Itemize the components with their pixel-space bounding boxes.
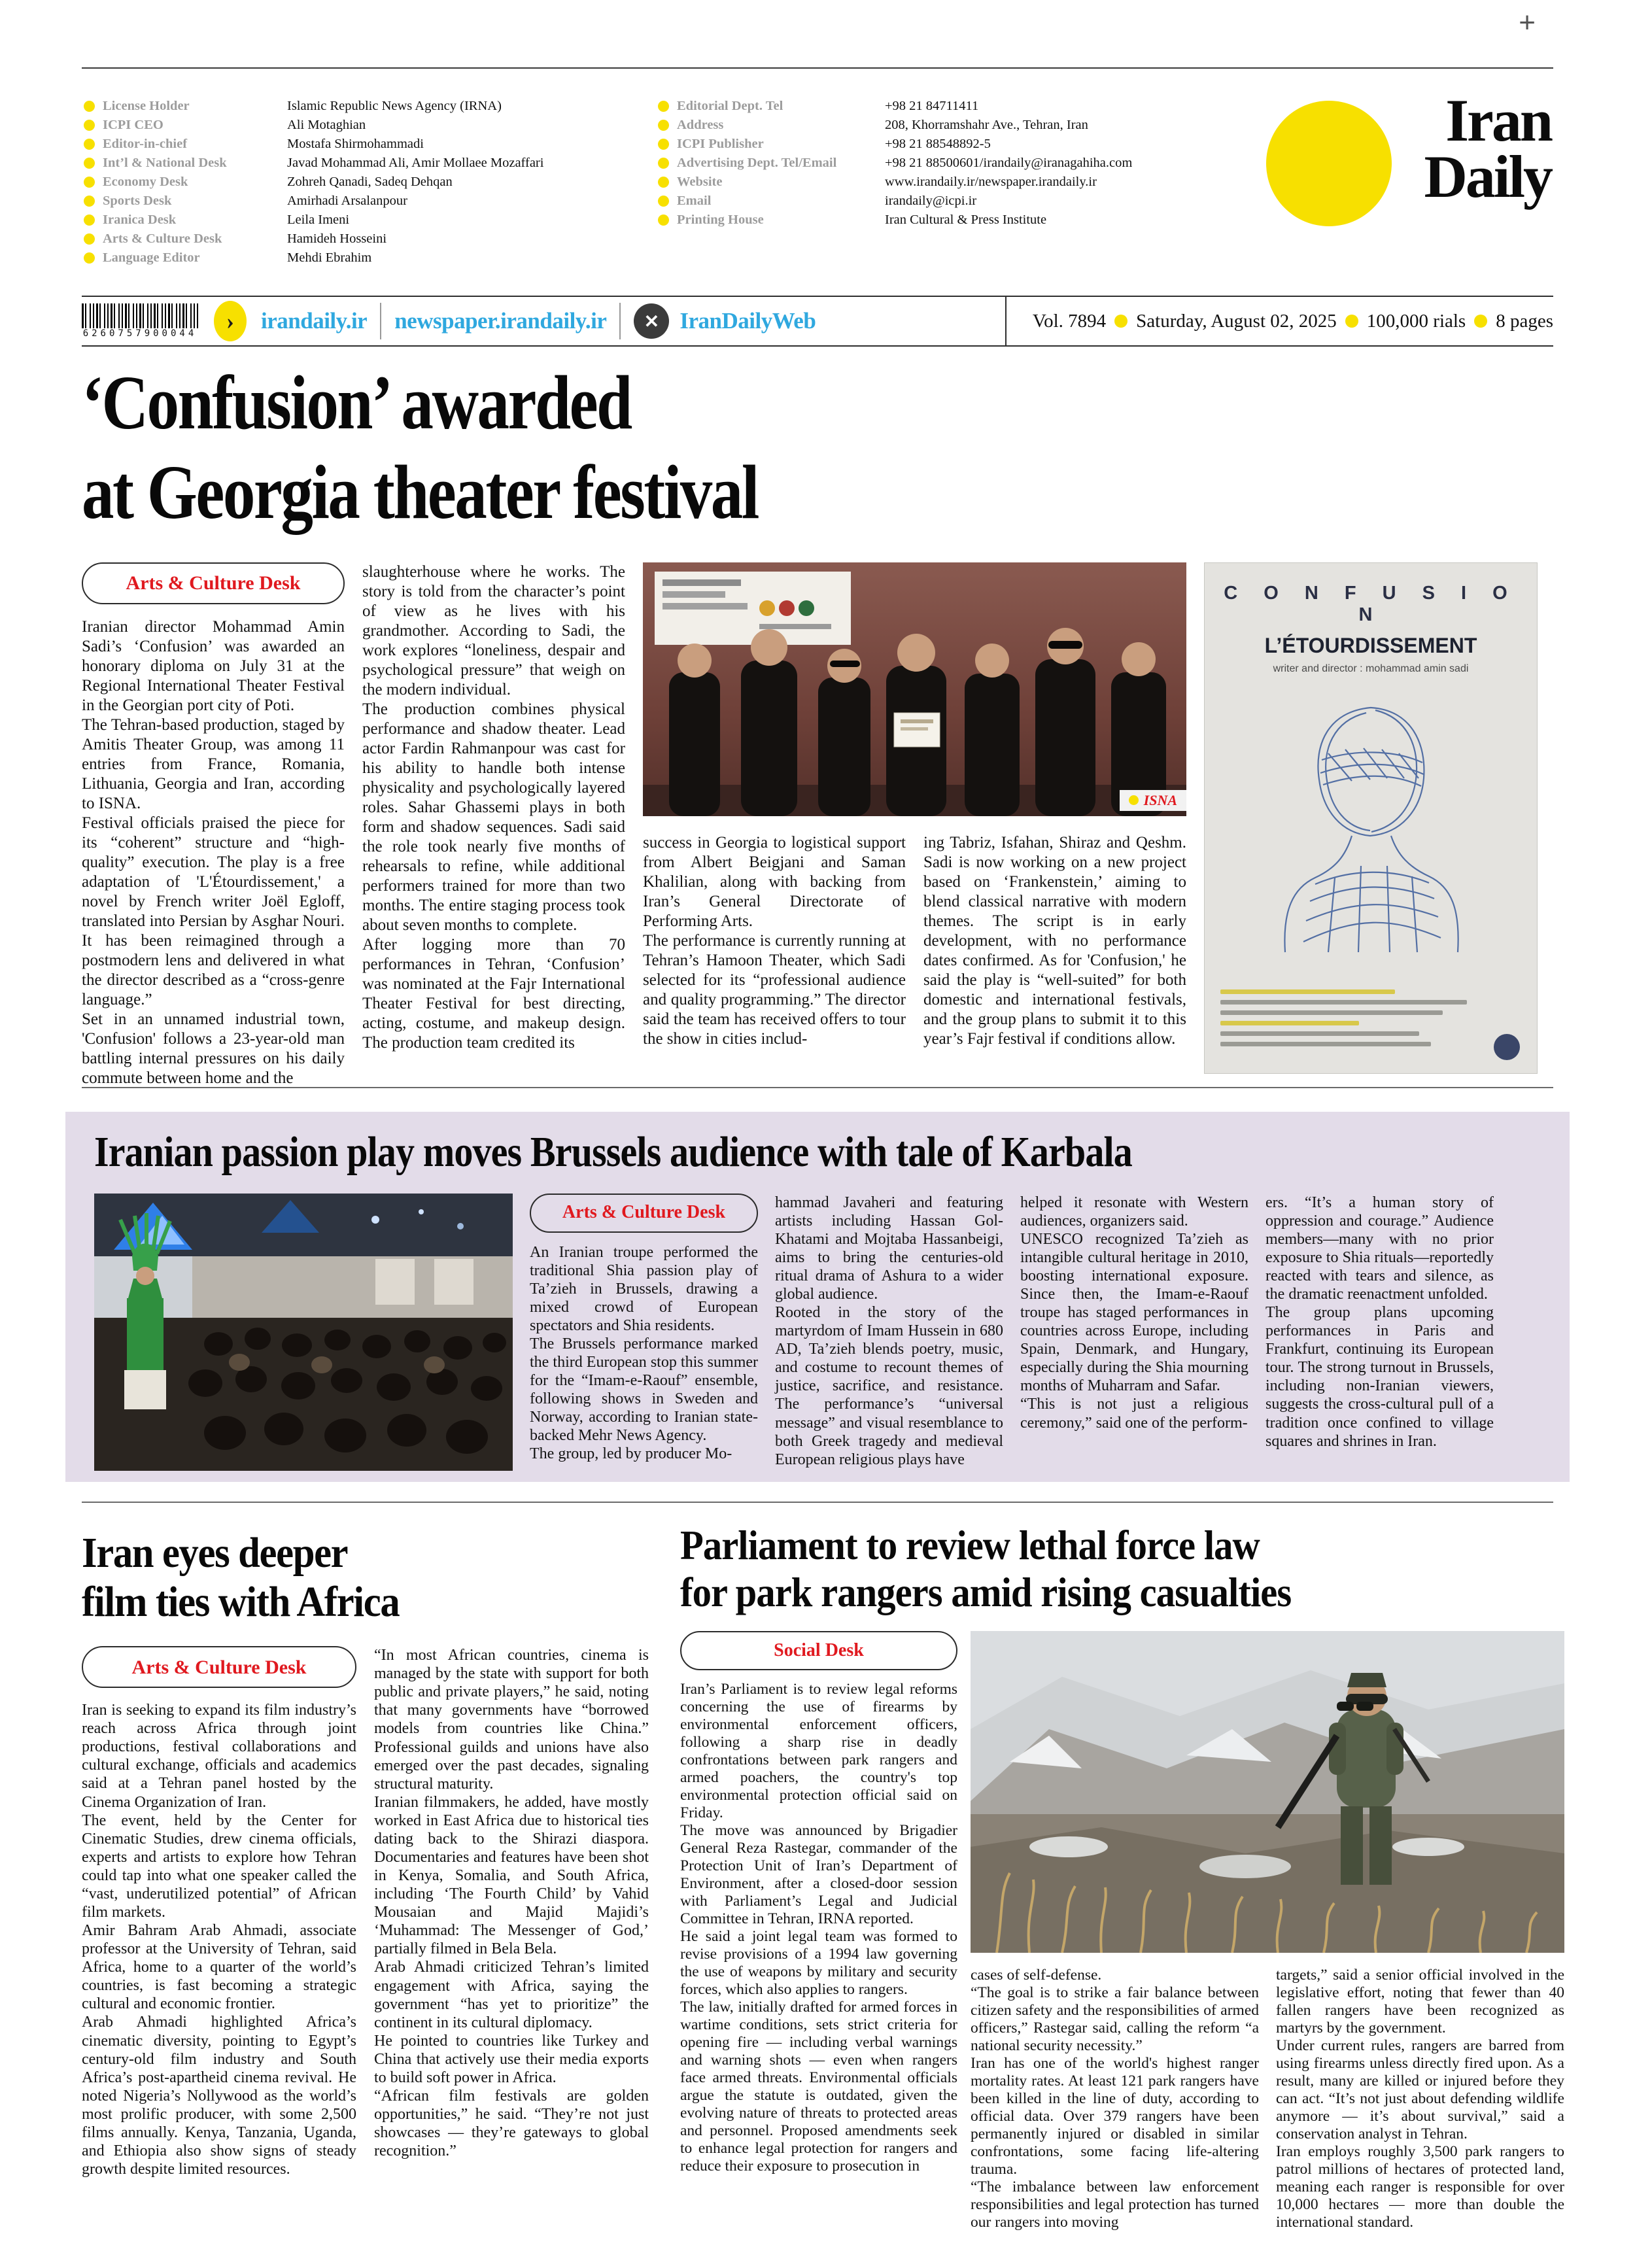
stage-award-photo	[643, 562, 1186, 816]
masthead-label: Email	[677, 194, 712, 208]
bullet-icon	[84, 233, 95, 245]
credit-bar	[1220, 1021, 1359, 1025]
paragraph: He said a joint legal team was formed to revise provisions of a 1994 law governing the use of weapons by military and security forces, which also applies to rangers.	[680, 1927, 957, 1998]
paragraph: “The imbalance between law enforcement responsibilities and legal protection has turned our rangers into moving	[971, 2178, 1259, 2231]
divider	[619, 303, 621, 339]
paragraph: success in Georgia to logistical support from Albert Beigjani and Saman Khalilian, along with backing from Iran’s General Directorate of Performing Arts.	[643, 833, 906, 930]
paragraph: Iranian filmmakers, he added, have mostly worked in East Africa due to historical ties dating back to the Shirazi diaspora. Documentaries and features have been shot in Kenya, Somalia, and South Africa, including ‘The Fourth Child’ by Vahid Mousaian and Majid Majidi’s ‘Muhammad: The Messenger of God,’ partially filmed in Bela Bela.	[374, 1793, 649, 1958]
headline-line1: ‘Confusion’ awarded	[82, 360, 631, 445]
masthead-value: Iran Cultural & Press Institute	[885, 213, 1047, 227]
photo-credit-name: ISNA	[1143, 791, 1177, 808]
article-rangers	[680, 1522, 1564, 2268]
masthead-label: Language Editor	[103, 250, 200, 265]
masthead-row	[658, 97, 1233, 116]
masthead-label: Advertising Dept. Tel/Email	[677, 156, 837, 170]
masthead-value: irandaily@icpi.ir	[885, 194, 977, 208]
paragraph: Rooted in the story of the martyrdom of Imam Hussein in 680 AD, Ta’zieh blends poetry, music, and costume to recount themes of justice, sacrifice, and resistance. The performance’s “universal message” and visual resemblance to both Greek tragedy and medieval European religious plays have	[775, 1304, 1003, 1468]
paragraph: The event, held by the Center for Cinematic Studies, drew cinema officials, experts and artists to explore how Tehran could tap into what one speaker called the “vast, underutilized potential” of African film markets.	[82, 1812, 356, 1921]
article-karbala	[65, 1112, 1570, 1482]
desk-badge: Arts & Culture Desk	[82, 562, 345, 604]
masthead-label: Sports Desk	[103, 194, 172, 208]
masthead-row	[84, 211, 641, 230]
issue-info-item: 100,000 rials	[1366, 310, 1466, 332]
logo-line1: Iran	[1445, 87, 1551, 154]
paragraph: An Iranian troupe performed the traditional Shia passion play of Ta’zieh in Brussels, drawing a mixed crowd of European spectators and Shia residents.	[530, 1243, 758, 1334]
poster-sketch-illustration	[1230, 681, 1511, 963]
article-rangers-headline	[680, 1522, 1502, 1617]
masthead-label: Iranica Desk	[103, 213, 177, 227]
section-divider	[82, 1502, 1553, 1503]
logo-line2: Daily	[1424, 143, 1551, 210]
newspaper-link[interactable]: newspaper.irandaily.ir	[394, 308, 607, 334]
paragraph: The group plans upcoming performances in Paris and Frankfurt, continuing its European tour. The strong turnout in Brussels, including non-Iranian viewers, suggests the cross-cultural pull of a tradition once confined to village squares and shrines in Iran.	[1265, 1304, 1494, 1450]
masthead-value: Mostafa Shirmohammadi	[287, 137, 424, 151]
masthead-row	[658, 154, 1233, 173]
headline-line2: for park rangers amid rising casualties	[680, 1569, 1292, 1615]
paragraph: ing Tabriz, Isfahan, Shiraz and Qeshm. Sadi is now working on a new project based on ‘Frankenstein,’ aiming to blend classical narrative with modern themes. The script is in early development, with no performance dates confirmed. As for 'Confusion,' he said the play is “well-suited” for both domestic and international festivals, and the group plans to submit it to this year’s Fajr festival if conditions allow.	[923, 833, 1186, 1048]
masthead-row	[658, 192, 1233, 211]
paragraph: targets,” said a senior official involved in the legislative effort, noting that fewer than 40 fallen rangers have been recognized as martyrs by the government.	[1276, 1966, 1564, 2036]
desk-badge: Arts & Culture Desk	[82, 1646, 356, 1688]
column-2	[374, 1646, 649, 2201]
masthead-label: ICPI CEO	[103, 118, 164, 132]
bullet-icon	[84, 158, 95, 169]
masthead-row	[84, 192, 641, 211]
x-social-icon[interactable]: ✕	[634, 303, 669, 339]
barcode-stripes-icon	[82, 303, 198, 328]
masthead-row	[84, 230, 641, 249]
column-2	[971, 1967, 1259, 2268]
article-confusion-body	[82, 562, 1553, 1091]
poster-title: C O N F U S I O N	[1224, 582, 1518, 625]
masthead-row	[658, 211, 1233, 230]
iran-daily-logo	[1264, 87, 1551, 260]
bullet-icon	[658, 120, 669, 131]
masthead-value: Zohreh Qanadi, Sadeq Dehqan	[287, 175, 453, 189]
x-handle-link[interactable]: IranDailyWeb	[680, 308, 816, 334]
paragraph: “In most African countries, cinema is managed by the state with support for both public and private players,” he said, noting that many governments have “borrowed models from countries like China.” Professional guilds and unions have also emerged over the past decades, signaling structural maturity.	[374, 1647, 649, 1793]
column-1	[82, 562, 345, 1091]
paragraph: hammad Javaheri and featuring artists including Hassan Gol-Khatami and Mojtaba Hassanbeigi, aims to bring the centuries-old ritual drama of Ashura to a wider global audience.	[775, 1194, 1003, 1303]
issue-info	[1005, 297, 1553, 345]
paragraph: The performance is currently running at Tehran’s Hamoon Theater, which Sadi selected for its “professional audience and quality programming.” The director said the team has received offers to tour the show in cities includ-	[643, 931, 906, 1048]
bullet-icon	[1114, 315, 1127, 328]
column-1	[82, 1646, 356, 2201]
masthead-row	[84, 154, 641, 173]
column-text	[680, 1681, 957, 2175]
masthead-value: +98 21 84711411	[885, 99, 979, 113]
article-rangers-body	[680, 1631, 1564, 2268]
paragraph: Iran employs roughly 3,500 park rangers to patrol millions of hectares of protected land, meaning each ranger is responsible for over 10,000 hectares — more than double the international standard.	[1276, 2142, 1564, 2231]
masthead-label: ICPI Publisher	[677, 137, 764, 151]
masthead-row	[84, 97, 641, 116]
poster-logo-icon	[1494, 1034, 1520, 1060]
credit-bar	[1220, 1000, 1467, 1005]
bullet-icon	[84, 120, 95, 131]
headline-line2: film ties with Africa	[82, 1577, 400, 1626]
poster-byline: writer and director : mohammad amin sadi	[1273, 662, 1469, 674]
column-text	[82, 617, 345, 1088]
paragraph: The move was announced by Brigadier General Reza Rastegar, commander of the Protection Unit of Iran’s Department of Environment, after a closed-door session with Parliament’s Legal and Judicial Committee in Tehran, IRNA reported.	[680, 1821, 957, 1927]
masthead-label: Website	[677, 175, 723, 189]
article-confusion	[82, 358, 1553, 1091]
masthead-value: Javad Mohammad Ali, Amir Mollaee Mozaffari	[287, 156, 544, 170]
masthead-value: 208, Khorramshahr Ave., Tehran, Iran	[885, 118, 1088, 132]
masthead-value: Ali Motaghian	[287, 118, 366, 132]
bullet-icon	[84, 196, 95, 207]
column-3	[1276, 1967, 1564, 2268]
paragraph: The law, initially drafted for armed forces in wartime conditions, sets strict criteria for opening fire — including verbal warnings and warning shots — even when rangers face armed threats. Environmental officials argue the statute is outdated, given the evolving nature of threats to protected areas and personnel. Proposed amendments seek to enhance legal protection for rangers and reduce their exposure to prosecution in	[680, 1998, 957, 2175]
bullet-icon	[658, 158, 669, 169]
bullet-icon	[658, 139, 669, 150]
bullet-icon	[658, 196, 669, 207]
article-karbala-body	[94, 1194, 1541, 1473]
bullet-icon	[1129, 795, 1139, 805]
article-africa	[82, 1529, 649, 2201]
masthead-row	[658, 135, 1233, 154]
headline-line1: Parliament to review lethal force law	[680, 1522, 1260, 1568]
column-3	[1020, 1194, 1248, 1473]
masthead-row	[658, 173, 1233, 192]
masthead-row	[658, 116, 1233, 135]
stage-photo-illustration	[643, 562, 1186, 816]
paragraph: cases of self-defense.	[971, 1966, 1102, 1984]
paragraph: “This is not just a religious ceremony,” said one of the perform-	[1020, 1396, 1248, 1432]
paragraph: Arab Ahmadi highlighted Africa’s cinematic diversity, pointing to Egypt’s century-old film industry and South Africa’s post-apartheid cinema revival. He noted Nigeria’s Nollywood as the world’s most prolific producer, with some 2,500 films annually. Kenya, Tanzania, Uganda, and Ethiopia also show signs of steady growth despite limited resources.	[82, 2014, 356, 2178]
column-2	[775, 1194, 1003, 1473]
column-2	[362, 562, 625, 1091]
paragraph: Set in an unnamed industrial town, 'Confusion' follows a 23-year-old man battling internal pressures on his daily commute between home and the	[82, 1010, 345, 1087]
paragraph: slaughterhouse where he works. The story is told from the character’s point of view as he lives with his grandmother. According to Sadi, the work explores “loneliness, despair and psychological pressure” that weigh on the modern individual.	[362, 562, 625, 698]
article-karbala-headline: Iranian passion play moves Brussels audience with tale of Karbala	[94, 1128, 1132, 1176]
paragraph: The Brussels performance marked the third European stop this summer for the “Imam-e-Raouf” ensemble, following shows in Sweden and Norway, according to Iranian state-backed Mehr News Agency.	[530, 1335, 758, 1445]
credit-bar	[1220, 989, 1395, 994]
bullet-icon	[658, 101, 669, 112]
paragraph: UNESCO recognized Ta’zieh as intangible cultural heritage in 2010, boosting international exposure. Since then, the Imam-e-Raouf troupe has staged performances in countries across Europe, including Spain, Denmark, and Hungary, especially during the Shia mourning months of Muharram and Safar.	[1020, 1230, 1248, 1395]
masthead-value: Islamic Republic News Agency (IRNA)	[287, 99, 502, 113]
paragraph: “African film festivals are golden opportunities,” he said. “They’re not just showcases — they’re gateways to global recognition.”	[374, 2088, 649, 2160]
masthead-label: Arts & Culture Desk	[103, 232, 222, 246]
masthead-label: Economy Desk	[103, 175, 188, 189]
park-ranger-photo	[971, 1631, 1564, 1953]
paragraph: Iran’s Parliament is to review legal reforms concerning the use of firearms by environmental enforcement officers, following a sharp rise in deadly confrontations between park rangers and armed poachers, the country's top environmental protection official said on Friday.	[680, 1680, 957, 1821]
article-africa-headline	[82, 1529, 604, 1626]
paragraph: “The goal is to strike a fair balance between citizen safety and the responsibilities of armed officers,” Rastegar said, calling the reform “a national security necessity.”	[971, 1984, 1259, 2054]
masthead-row	[84, 116, 641, 135]
issue-info-item: 8 pages	[1496, 310, 1553, 332]
issue-info-item: Saturday, August 02, 2025	[1136, 310, 1337, 332]
headline-line2: at Georgia theater festival	[82, 449, 758, 535]
masthead-value: Hamideh Hosseini	[287, 232, 387, 246]
paragraph: The production combines physical performance and shadow theater. Lead actor Fardin Rahmanpour was cast for his ability to handle both intense physicality and psychologically layered roles. Sahar Ghassemi plays in both form and shadow sequences. Sadi said the role took nearly five months of rehearsals to refine, while additional performers trained for more than two months. The entire staging process took about seven months to complete.	[362, 700, 625, 934]
paragraph: He pointed to countries like Turkey and China that actively use their media exports to build soft power in Africa.	[374, 2032, 649, 2086]
confusion-poster	[1204, 562, 1538, 1074]
masthead-row	[84, 135, 641, 154]
credit-bar	[1220, 1010, 1443, 1015]
paragraph: Arab Ahmadi criticized Tehran’s limited engagement with Africa, saying the government “has yet to prioritize” the continent in its cultural diplomacy.	[374, 1959, 649, 2031]
masthead-contact-list	[658, 97, 1233, 230]
masthead-row	[84, 173, 641, 192]
rangers-lower-columns	[971, 1967, 1564, 2268]
rangers-photo-and-columns	[971, 1631, 1564, 2268]
paragraph: After logging more than 70 performances in Tehran, ‘Confusion’ was nominated at the Fajr International Theater Festival for best directing, acting, costume, and makeup design. The production team credited its	[362, 935, 625, 1052]
bullet-icon	[84, 139, 95, 150]
dateline-bar	[82, 296, 1553, 347]
column-1	[530, 1194, 758, 1473]
bullet-icon	[1345, 315, 1358, 328]
masthead-value: Amirhadi Arsalanpour	[287, 194, 407, 208]
paragraph: Iran is seeking to expand its film industry’s reach across Africa through joint productions, festival collaborations and cultural exchange, officials and academics said at a Tehran panel hosted by the Cinema Organization of Iran.	[82, 1702, 356, 1811]
paragraph: Festival officials praised the piece for its “coherent” structure and “high-quality” execution. The play is a free adaptation of 'L'Étourdissement,' a novel by French writer Joël Egloff, translated into Persian by Asghar Nouri. It has been reimagined through a postmodern lens and delivered in what the director described as a “cross-genre language.”	[82, 814, 345, 1008]
top-rule	[82, 67, 1553, 69]
bullet-icon	[84, 215, 95, 226]
masthead-label: License Holder	[103, 99, 190, 113]
paragraph: Amir Bahram Arab Ahmadi, associate professor at the University of Tehran, said Africa, home to a quarter of the world’s countries, is fast becoming a strategic cultural and economic frontier.	[82, 1922, 356, 2013]
issue-info-item: Vol. 7894	[1032, 310, 1107, 332]
masthead-value: +98 21 88500601/irandaily@iranagahiha.com	[885, 156, 1133, 170]
bullet-icon	[658, 177, 669, 188]
credit-bar	[1220, 1031, 1419, 1036]
desk-badge: Arts & Culture Desk	[530, 1194, 758, 1233]
divider	[380, 303, 381, 339]
photo-credit	[1120, 790, 1186, 811]
desk-badge: Social Desk	[680, 1631, 957, 1670]
barcode-number: 6260757900044	[82, 328, 198, 339]
masthead-value: www.irandaily.ir/newspaper.irandaily.ir	[885, 175, 1097, 189]
masthead-staff-list	[84, 97, 641, 267]
masthead-row	[84, 249, 641, 267]
bullet-icon	[84, 252, 95, 264]
headline-line1: Iran eyes deeper	[82, 1529, 348, 1577]
masthead-value: Leila Imeni	[287, 213, 350, 227]
masthead-value: Mehdi Ebrahim	[287, 250, 372, 265]
barcode	[82, 303, 198, 339]
paragraph: Under current rules, rangers are barred from using firearms unless directly fired upon. As a result, many are killed or injured before they can act. “It’s not just about defending wildlife anymore — it’s about survival,” said a conservation analyst in Tehran.	[1276, 2036, 1564, 2142]
article-confusion-headline	[82, 358, 1318, 538]
paragraph: helped it resonate with Western audiences, organizers said.	[1020, 1194, 1248, 1229]
paragraph: The Tehran-based production, staged by Amitis Theater Group, was among 11 entries from France, Romania, Lithuania, Georgia and Iran, according to ISNA.	[82, 715, 345, 812]
credit-bar	[1220, 1042, 1431, 1046]
bullet-icon	[84, 101, 95, 112]
arrow-badge-icon: ›	[214, 301, 247, 341]
bullet-icon	[84, 177, 95, 188]
masthead-label: Int’l & National Desk	[103, 156, 227, 170]
masthead-label: Address	[677, 118, 724, 132]
section-divider	[82, 1087, 1553, 1088]
masthead-label: Editorial Dept. Tel	[677, 99, 783, 113]
column-text	[530, 1243, 758, 1464]
paragraph: ers. “It’s a human story of oppression and courage.” Audience members—many with no prior exposure to Shia rituals—reportedly reacted with tears and silence, as the dramatic reenactment unfolded.	[1265, 1194, 1494, 1303]
tazieh-audience-photo	[94, 1194, 513, 1471]
column-text	[82, 1701, 356, 2178]
plus-mark: +	[1519, 7, 1536, 39]
poster-subtitle: L’ÉTOURDISSEMENT	[1264, 633, 1477, 657]
paragraph: The group, led by producer Mo-	[530, 1445, 732, 1463]
bullet-icon	[658, 215, 669, 226]
website-link[interactable]: irandaily.ir	[261, 308, 368, 334]
paragraph: Iranian director Mohammad Amin Sadi’s ‘Confusion’ was awarded an honorary diploma on July 31 at the Regional International Theater Festival in the Georgian port city of Poti.	[82, 617, 345, 714]
column-1	[680, 1631, 957, 2268]
paragraph: Iran has one of the world's highest ranger mortality rates. At least 121 park rangers have been killed in the line of duty, according to official data. Over 379 rangers have been permanently injured or disabled in similar confrontations, some facing life-altering trauma.	[971, 2054, 1259, 2178]
column-4	[1265, 1194, 1494, 1473]
masthead-value: +98 21 88548892-5	[885, 137, 991, 151]
poster-credits	[1220, 989, 1521, 1063]
masthead	[84, 87, 1551, 267]
masthead-label: Printing House	[677, 213, 764, 227]
article-africa-body	[82, 1646, 649, 2201]
logo-wordmark	[1329, 87, 1551, 210]
masthead-label: Editor-in-chief	[103, 137, 188, 151]
bullet-icon	[1474, 315, 1487, 328]
